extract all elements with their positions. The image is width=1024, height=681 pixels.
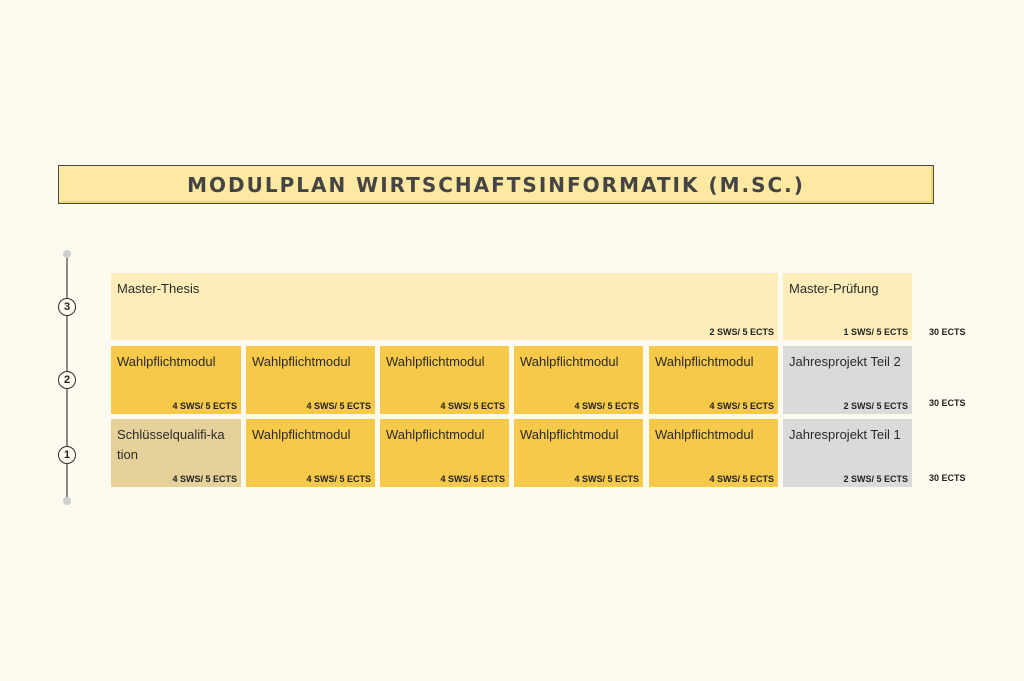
module-credits: 4 SWS/ 5 ECTS — [574, 474, 639, 484]
module-name: Schlüsselqualifi-kation — [117, 427, 225, 462]
module-wahlpflicht — [514, 346, 643, 414]
module-credits: 2 SWS/ 5 ECTS — [843, 401, 908, 411]
module-credits: 4 SWS/ 5 ECTS — [440, 401, 505, 411]
module-credits: 4 SWS/ 5 ECTS — [709, 401, 774, 411]
module-wahlpflicht — [649, 419, 778, 487]
module-credits: 4 SWS/ 5 ECTS — [172, 474, 237, 484]
module-name: Wahlpflichtmodul — [655, 354, 754, 369]
module-name: Master-Prüfung — [789, 281, 879, 296]
module-name: Wahlpflichtmodul — [520, 354, 619, 369]
module-jahresprojekt-1 — [783, 419, 912, 487]
module-name: Master-Thesis — [117, 281, 200, 296]
module-wahlpflicht — [246, 346, 375, 414]
module-wahlpflicht — [514, 419, 643, 487]
module-credits: 4 SWS/ 5 ECTS — [172, 401, 237, 411]
module-name: Jahresprojekt Teil 1 — [789, 427, 901, 442]
page-title: MODULPLAN WIRTSCHAFTSINFORMATIK (M.SC.) — [187, 172, 805, 197]
module-wahlpflicht — [649, 346, 778, 414]
semester-3-marker: 3 — [58, 298, 76, 316]
semester-1-marker: 1 — [58, 446, 76, 464]
module-credits: 4 SWS/ 5 ECTS — [574, 401, 639, 411]
module-credits: 4 SWS/ 5 ECTS — [306, 474, 371, 484]
module-jahresprojekt-2 — [783, 346, 912, 414]
timeline-start-dot — [63, 250, 71, 258]
timeline-end-dot — [63, 497, 71, 505]
module-credits: 4 SWS/ 5 ECTS — [709, 474, 774, 484]
module-wahlpflicht — [111, 346, 241, 414]
semester-3-total: 30 ECTS — [929, 327, 966, 337]
module-wahlpflicht — [246, 419, 375, 487]
semester-2-marker: 2 — [58, 371, 76, 389]
semester-2-total: 30 ECTS — [929, 398, 966, 408]
module-master-thesis — [111, 273, 778, 340]
module-schluesselqualifikation — [111, 419, 241, 487]
module-credits: 4 SWS/ 5 ECTS — [306, 401, 371, 411]
module-name: Wahlpflichtmodul — [386, 354, 485, 369]
semester-1-total: 30 ECTS — [929, 473, 966, 483]
page-title-box — [58, 165, 934, 204]
module-name: Wahlpflichtmodul — [386, 427, 485, 442]
module-name: Wahlpflichtmodul — [252, 354, 351, 369]
module-name: Jahresprojekt Teil 2 — [789, 354, 901, 369]
module-name: Wahlpflichtmodul — [520, 427, 619, 442]
module-credits: 2 SWS/ 5 ECTS — [843, 474, 908, 484]
module-wahlpflicht — [380, 346, 509, 414]
module-wahlpflicht — [380, 419, 509, 487]
module-master-pruefung — [783, 273, 912, 340]
module-credits: 4 SWS/ 5 ECTS — [440, 474, 505, 484]
module-name: Wahlpflichtmodul — [252, 427, 351, 442]
module-credits: 1 SWS/ 5 ECTS — [843, 327, 908, 337]
module-name: Wahlpflichtmodul — [117, 354, 216, 369]
module-credits: 2 SWS/ 5 ECTS — [709, 327, 774, 337]
module-name: Wahlpflichtmodul — [655, 427, 754, 442]
